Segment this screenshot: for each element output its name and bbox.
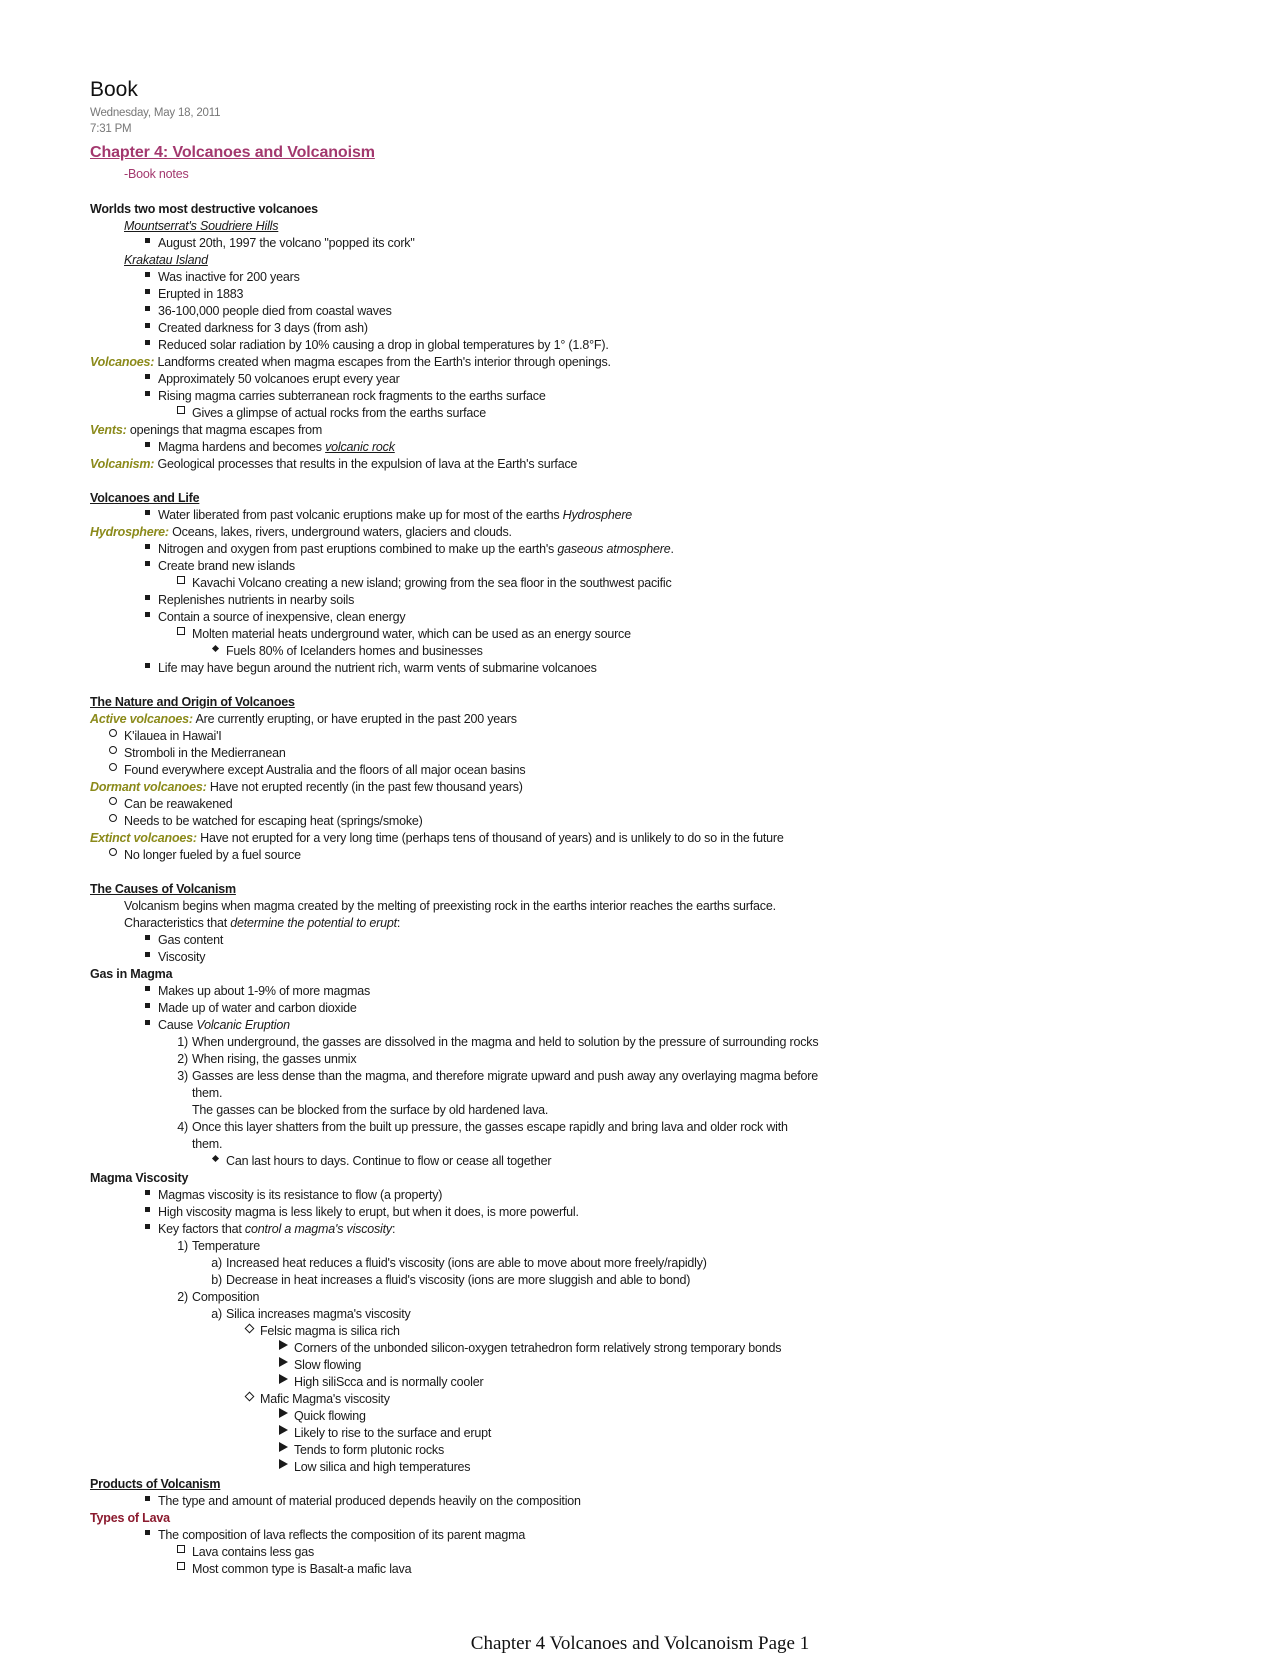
list-item: K'ilauea in Hawai'I [124,728,222,744]
subsection-heading: Types of Lava [90,1511,170,1525]
square-bullet-icon [141,1187,153,1203]
square-bullet-icon [141,660,153,676]
hollow-square-bullet-icon [175,1561,187,1577]
list-item: Replenishes nutrients in nearby soils [158,592,354,608]
list-item: Gives a glimpse of actual rocks from the earths surface [192,405,486,421]
list-item: The composition of lava reflects the composition of its parent magma [158,1527,525,1543]
circle-bullet-icon [107,813,119,829]
definition: Dormant volcanoes: Have not erupted recently (in the past few thousand years) [90,780,523,794]
hollow-square-bullet-icon [175,575,187,591]
numbered-item-continuation: The gasses can be blocked from the surface by old hardened lava. [192,1103,549,1117]
list-item: High viscosity magma is less likely to erupt, but when it does, is more powerful. [158,1204,579,1220]
list-item: Create brand new islands [158,558,295,574]
list-item: Can last hours to days. Continue to flow or cease all together [226,1153,551,1169]
square-bullet-icon [141,932,153,948]
list-item: The type and amount of material produced depends heavily on the composition [158,1493,581,1509]
arrow-bullet-icon [277,1340,289,1356]
numbered-item-continuation: them. [192,1137,223,1151]
definition: Active volcanoes: Are currently erupting, or have erupted in the past 200 years [90,712,517,726]
list-item: Fuels 80% of Icelanders homes and businesses [226,643,483,659]
lettered-item: b) Decrease in heat increases a fluid's viscosity (ions are more sluggish and able to bond) [211,1273,691,1287]
paragraph: Volcanism begins when magma created by the melting of preexisting rock in the earths interior reaches the earths surface. [124,899,776,913]
subsection-heading: Magma Viscosity [90,1171,189,1185]
list-item: Makes up about 1-9% of more magmas [158,983,370,999]
list-item: Stromboli in the Medierranean [124,745,286,761]
hollow-diamond-bullet-icon [243,1391,255,1407]
list-item: Likely to rise to the surface and erupt [294,1425,491,1441]
list-item: Most common type is Basalt-a mafic lava [192,1561,411,1577]
square-bullet-icon [141,949,153,965]
list-item: High siliScca and is normally cooler [294,1374,483,1390]
diamond-bullet-icon [209,1153,221,1169]
section-heading: The Nature and Origin of Volcanoes [90,695,295,709]
square-bullet-icon [141,983,153,999]
definition: Volcanism: Geological processes that results in the expulsion of lava at the Earth's surface [90,457,578,471]
square-bullet-icon [141,541,153,557]
list-item: Life may have begun around the nutrient rich, warm vents of submarine volcanoes [158,660,597,676]
definition: Extinct volcanoes: Have not erupted for a very long time (perhaps tens of thousand of years) and is unlikely to do so in the future [90,831,784,845]
list-item: Made up of water and carbon dioxide [158,1000,357,1016]
place-label: Mountserrat's Soudriere Hills [124,219,279,233]
square-bullet-icon [141,507,153,523]
hollow-square-bullet-icon [175,405,187,421]
list-item: Approximately 50 volcanoes erupt every year [158,371,400,387]
circle-bullet-icon [107,796,119,812]
list-item: Magmas viscosity is its resistance to flow (a property) [158,1187,442,1203]
list-item: No longer fueled by a fuel source [124,847,301,863]
square-bullet-icon [141,1221,153,1237]
square-bullet-icon [141,1017,153,1033]
numbered-item: 1) When underground, the gasses are dissolved in the magma and held to solution by the pressure of surrounding rocks [177,1035,819,1049]
list-item: Was inactive for 200 years [158,269,300,285]
section-heading: Volcanoes and Life [90,491,200,505]
list-item: Kavachi Volcano creating a new island; growing from the sea floor in the southwest pacific [192,575,672,591]
square-bullet-icon [141,1000,153,1016]
numbered-item: 1) Temperature [177,1239,260,1253]
list-item: 36-100,000 people died from coastal waves [158,303,392,319]
list-item: Can be reawakened [124,796,232,812]
list-item: Contain a source of inexpensive, clean energy [158,609,405,625]
numbered-item: 2) When rising, the gasses unmix [177,1052,357,1066]
circle-bullet-icon [107,847,119,863]
arrow-bullet-icon [277,1408,289,1424]
list-item: Slow flowing [294,1357,361,1373]
list-item: Mafic Magma's viscosity [260,1391,390,1407]
hollow-square-bullet-icon [175,1544,187,1560]
square-bullet-icon [141,1493,153,1509]
list-item: Water liberated from past volcanic eruptions make up for most of the earths Hydrosphere [158,507,632,523]
square-bullet-icon [141,1204,153,1220]
numbered-item: 4) Once this layer shatters from the built up pressure, the gasses escape rapidly and bring lava and older rock with [177,1120,788,1134]
numbered-item: 2) Composition [177,1290,260,1304]
hollow-square-bullet-icon [175,626,187,642]
square-bullet-icon [141,1527,153,1543]
list-item: Reduced solar radiation by 10% causing a drop in global temperatures by 1° (1.8°F). [158,337,609,353]
square-bullet-icon [141,337,153,353]
lettered-item: a) Increased heat reduces a fluid's viscosity (ions are able to move about more freely/rapidly) [211,1256,707,1270]
list-item: Nitrogen and oxygen from past eruptions combined to make up the earth's gaseous atmosphere. [158,541,674,557]
section-heading: The Causes of Volcanism [90,882,236,896]
list-item: Found everywhere except Australia and the floors of all major ocean basins [124,762,525,778]
square-bullet-icon [141,592,153,608]
list-item: Tends to form plutonic rocks [294,1442,444,1458]
circle-bullet-icon [107,762,119,778]
circle-bullet-icon [107,728,119,744]
subsection-heading: Gas in Magma [90,967,173,981]
square-bullet-icon [141,371,153,387]
page-time: 7:31 PM [90,123,132,135]
arrow-bullet-icon [277,1459,289,1475]
arrow-bullet-icon [277,1425,289,1441]
list-item: Viscosity [158,949,205,965]
list-item: Magma hardens and becomes volcanic rock [158,439,395,455]
square-bullet-icon [141,558,153,574]
definition: Vents: openings that magma escapes from [90,423,323,437]
list-item: Needs to be watched for escaping heat (springs/smoke) [124,813,423,829]
list-item: Key factors that control a magma's viscosity: [158,1221,395,1237]
paragraph: Characteristics that determine the potential to erupt: [124,916,401,930]
definition: Hydrosphere: Oceans, lakes, rivers, underground waters, glaciers and clouds. [90,525,512,539]
list-item: Felsic magma is silica rich [260,1323,400,1339]
definition: Volcanoes: Landforms created when magma escapes from the Earth's interior through openings. [90,355,611,369]
square-bullet-icon [141,235,153,251]
numbered-item-continuation: them. [192,1086,223,1100]
list-item: Molten material heats underground water, which can be used as an energy source [192,626,631,642]
square-bullet-icon [141,303,153,319]
diamond-bullet-icon [209,643,221,659]
square-bullet-icon [141,286,153,302]
circle-bullet-icon [107,745,119,761]
list-item: August 20th, 1997 the volcano "popped its cork" [158,235,415,251]
page-title: Book [90,78,138,101]
list-item: Rising magma carries subterranean rock fragments to the earths surface [158,388,546,404]
square-bullet-icon [141,439,153,455]
square-bullet-icon [141,269,153,285]
list-item: Quick flowing [294,1408,366,1424]
list-item: Created darkness for 3 days (from ash) [158,320,368,336]
page-date: Wednesday, May 18, 2011 [90,107,221,119]
list-item: Lava contains less gas [192,1544,314,1560]
section-heading: Products of Volcanism [90,1477,221,1491]
list-item: Corners of the unbonded silicon-oxygen tetrahedron form relatively strong temporary bonds [294,1340,781,1356]
chapter-subtitle: -Book notes [124,167,189,181]
arrow-bullet-icon [277,1374,289,1390]
list-item: Erupted in 1883 [158,286,243,302]
section-heading: Worlds two most destructive volcanoes [90,202,318,216]
square-bullet-icon [141,609,153,625]
list-item: Gas content [158,932,223,948]
hollow-diamond-bullet-icon [243,1323,255,1339]
arrow-bullet-icon [277,1357,289,1373]
lettered-item: a) Silica increases magma's viscosity [211,1307,411,1321]
chapter-title: Chapter 4: Volcanoes and Volcanoism [90,144,375,161]
square-bullet-icon [141,388,153,404]
place-label: Krakatau Island [124,253,208,267]
arrow-bullet-icon [277,1442,289,1458]
numbered-item: 3) Gasses are less dense than the magma, and therefore migrate upward and push away any overlaying magma before [177,1069,818,1083]
list-item: Low silica and high temperatures [294,1459,470,1475]
list-item: Cause Volcanic Eruption [158,1017,290,1033]
square-bullet-icon [141,320,153,336]
page-footer: Chapter 4 Volcanoes and Volcanoism Page 1 [470,1633,810,1654]
